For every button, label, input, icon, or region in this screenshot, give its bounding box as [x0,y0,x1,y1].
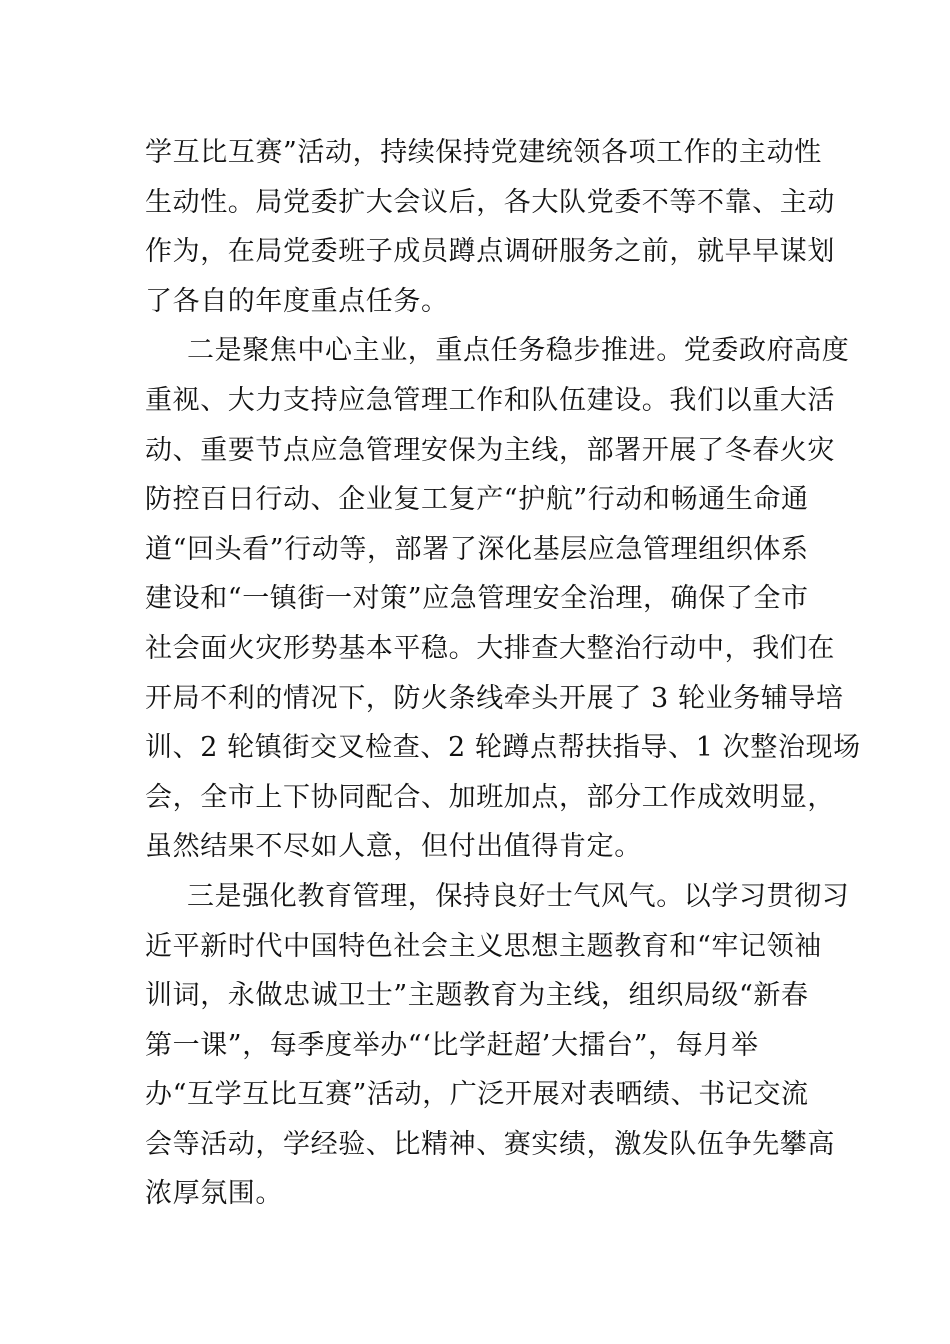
text-line: 第一课”，每季度举办“‘比学赶超’大擂台”，每月举 [145,1029,759,1061]
document-body [145,128,861,1219]
text-line: 近平新时代中国特色社会主义思想主题教育和“牢记领袖 [145,930,822,962]
text-line: 学互比互赛”活动，持续保持党建统领各项工作的主动性 [145,137,822,168]
text-line: 会，全市上下协同配合、加班加点，部分工作成效明显， [145,781,835,813]
text-line: 道“回头看”行动等，部署了深化基层应急管理组织体系 [145,533,809,565]
paragraph-3 [145,872,850,1219]
text-line: 了各自的年度重点任务。 [145,285,449,317]
text-line: 防控百日行动、企业复工复产“护航”行动和畅通生命通 [145,484,809,516]
text-line: 动、重要节点应急管理安保为主线，部署开展了冬春火灾 [145,434,835,466]
text-line: 作为，在局党委班子成员蹲点调研服务之前，就早早谋划 [145,236,835,268]
text-line: 浓厚氛围。 [145,1178,283,1210]
text-line: 办“互学互比互赛”活动，广泛开展对表晒绩、书记交流 [145,1079,809,1111]
text-line: 重视、大力支持应急管理工作和队伍建设。我们以重大活 [145,384,835,416]
text-line: 会等活动，学经验、比精神、赛实绩，激发队伍争先攀高 [145,1128,835,1160]
text-line: 训词，永做忠诚卫士”主题教育为主线，组织局级“新春 [145,980,809,1012]
text-line: 建设和“一镇街一对策”应急管理安全治理，确保了全市 [145,583,809,615]
text-line: 训、2 轮镇街交叉检查、2 轮蹲点帮扶指导、1 次整治现场 [145,732,861,764]
paragraph-2 [145,326,861,872]
paragraph-1 [145,128,835,326]
text-line: 虽然结果不尽如人意，但付出值得肯定。 [145,831,642,863]
text-line: 三是强化教育管理，保持良好士气风气。以学习贯彻习 [187,880,850,912]
text-line: 生动性。局党委扩大会议后，各大队党委不等不靠、主动 [145,186,835,218]
text-line: 二是聚焦中心主业，重点任务稳步推进。党委政府高度 [187,335,850,367]
text-line: 社会面火灾形势基本平稳。大排查大整治行动中，我们在 [145,632,835,664]
text-line: 开局不利的情况下，防火条线牵头开展了 3 轮业务辅导培 [145,682,844,714]
